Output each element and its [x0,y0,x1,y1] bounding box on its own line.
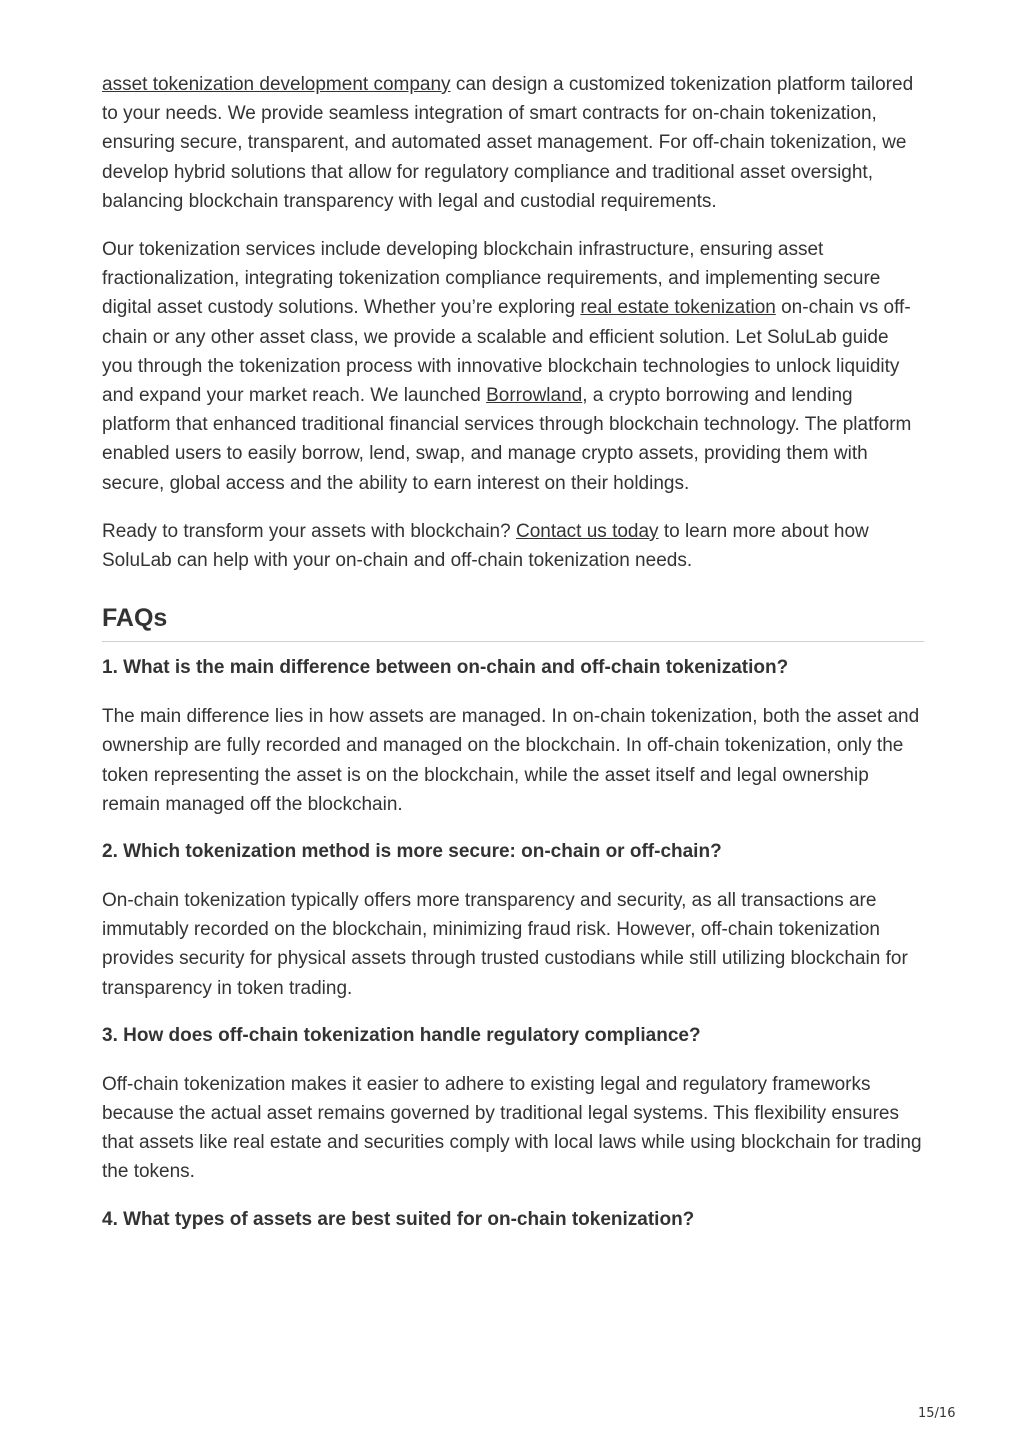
faqs-heading: FAQs [102,604,168,633]
faq-question: 4. What types of assets are best suited for on-chain tokenization? [102,1208,695,1230]
faq-item [102,1022,924,1187]
faq-answer: Off-chain tokenization makes it easier to adhere to existing legal and regulatory frameworks because the actual asset remains governed by traditional legal systems. This flexibility ensures that assets like real estate and securities comply with local laws while using blockchain for trading the tokens. [102,1073,922,1183]
intro-paragraph-2-text-c: , a crypto borrowing and lending platform that enhanced traditional financial services through blockchain technology. The platform enabled users to easily borrow, lend, swap, and manage crypto assets, providing them with secure, global access and the ability to earn interest on their holdings. [102,385,912,494]
real-estate-tokenization-link[interactable]: real estate tokenization [580,297,776,319]
document-page [102,70,924,1254]
intro-paragraph-3-text-b: to learn more about how SoluLab can help with your on-chain and off-chain tokenization needs. [102,520,869,572]
intro-paragraph-3 [102,517,924,575]
intro-paragraph-1-text: can design a customized tokenization platform tailored to your needs. We provide seamless integration of smart contracts for on-chain tokenization, ensuring secure, transparent, and automated asset management. For off-chain tokenization, we develop hybrid solutions that allow for regulatory compliance and traditional asset oversight, balancing blockchain transparency with legal and custodial requirements. [102,74,914,212]
faq-question: 2. Which tokenization method is more secure: on-chain or off-chain? [102,841,722,863]
contact-us-link[interactable]: Contact us today [515,520,659,542]
intro-paragraph-2-text-a: Our tokenization services include developing blockchain infrastructure, ensuring asset fractionalization, integrating tokenization compliance requirements, and implementing secure digital asset custody solutions. Whether you’re exploring [102,239,881,319]
intro-paragraph-2 [102,235,924,498]
faq-answer: On-chain tokenization typically offers more transparency and security, as all transactions are immutably recorded on the blockchain, minimizing fraud risk. However, off-chain tokenization provides security for physical assets through trusted custodians while still utilizing blockchain for transparency in token trading. [102,890,908,999]
faq-item [102,654,924,819]
intro-paragraph-2-text-b: on-chain vs off-chain or any other asset class, we provide a scalable and efficient solution. Let SoluLab guide you through the tokenization process with innovative blockchain technologies to unlock liquidity and expand your market reach. We launched [102,297,911,407]
faq-question: 1. What is the main difference between on-chain and off-chain tokenization? [102,657,789,679]
faqs-divider [102,641,924,642]
faq-item [102,838,924,1003]
faq-item [102,1206,924,1234]
faq-question: 3. How does off-chain tokenization handle regulatory compliance? [102,1024,701,1046]
faq-answer: The main difference lies in how assets are managed. In on-chain tokenization, both the asset and ownership are fully recorded and managed on the blockchain. In off-chain tokenization, only the token representing the asset is on the blockchain, while the asset itself and legal ownership remain managed off the blockchain. [102,706,920,815]
intro-paragraph-1 [102,70,924,216]
intro-paragraph-3-text-a: Ready to transform your assets with blockchain? [102,520,516,542]
borrowland-link[interactable]: Borrowland [486,385,583,407]
asset-tokenization-link[interactable]: asset tokenization development company [102,74,451,95]
page-number: 15/16 [918,1406,956,1421]
